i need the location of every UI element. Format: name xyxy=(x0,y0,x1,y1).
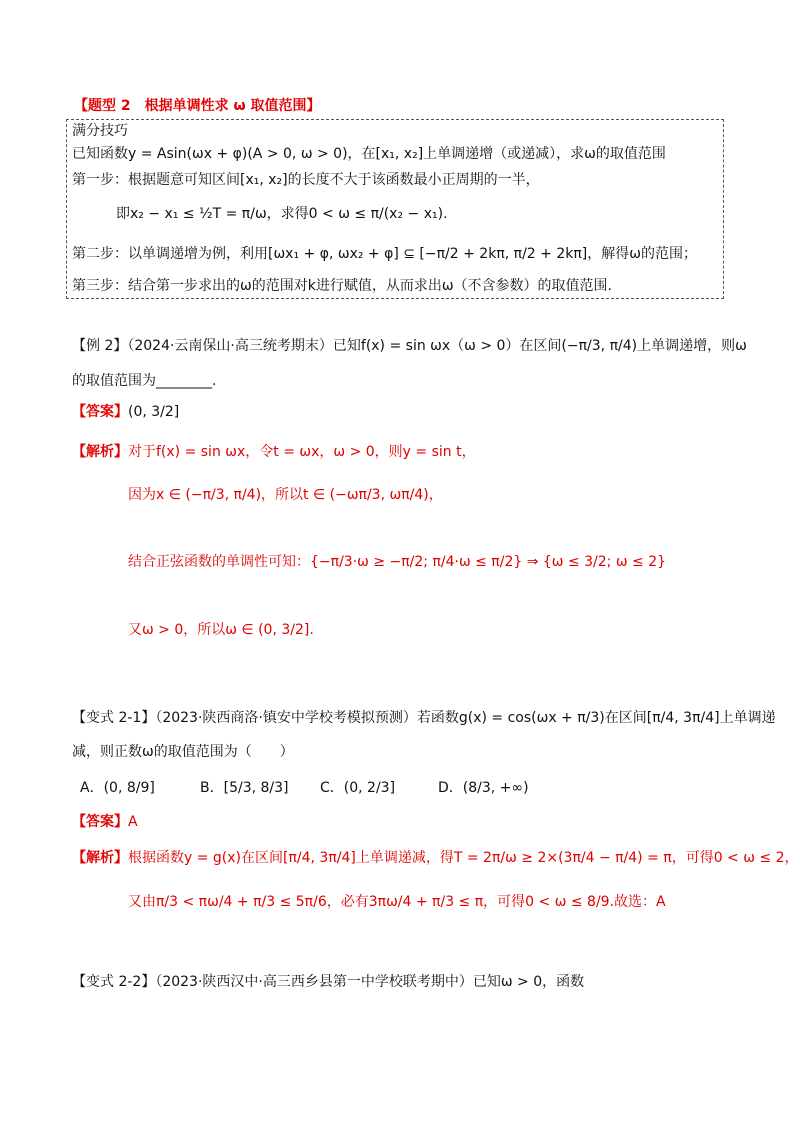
example-2-question-line-2: 的取值范围为________. xyxy=(72,373,217,389)
variant-2-1-solution-line-2: 又由π/3 < πω/4 + π/3 ≤ 5π/6，必有3πω/4 + π/3 ≤ π，可得0 < ω ≤ 8/9.故选：A xyxy=(128,894,666,910)
option-a: A．(0, 8/9] xyxy=(80,780,155,796)
variant-2-1-answer-label: 【答案】 xyxy=(72,814,128,830)
example-2-solution-label: 【解析】 xyxy=(72,444,128,460)
variant-2-1-question: 【变式 2-1】（2023·陕西商洛·镇安中学校考模拟预测）若函数g(x) = cos(ωx + π/3)在区间[π/4, 3π/4]上单调递 xyxy=(72,710,776,726)
example-2-solution-line-4: 又ω > 0，所以ω ∈ (0, 3/2]. xyxy=(128,622,314,638)
option-d: D．(8/3, +∞) xyxy=(438,780,529,796)
variant-2-1-solution-line-1: 根据函数y = g(x)在区间[π/4, 3π/4]上单调递减，得T = 2π/ω ≥ 2×(3π/4 − π/4) = π，可得0 < ω ≤ 2， xyxy=(128,850,799,866)
tips-step-2: 第二步：以单调递增为例，利用[ωx₁ + φ, ωx₂ + φ] ⊆ [−π/2 + 2kπ, π/2 + 2kπ]，解得ω的范围； xyxy=(72,246,697,262)
variant-2-2-question: 【变式 2-2】（2023·陕西汉中·高三西乡县第一中学校联考期中）已知ω > 0，函数 xyxy=(72,974,585,990)
section-title: 【题型 2 根据单调性求 ω 取值范围】 xyxy=(74,98,321,114)
variant-2-1-answer: A xyxy=(128,814,138,830)
example-2-solution-line-3: 结合正弦函数的单调性可知：{−π/3·ω ≥ −π/2; π/4·ω ≤ π/2} ⇒ {ω ≤ 3/2; ω ≤ 2} xyxy=(128,554,667,570)
option-b: B．[5/3, 8/3] xyxy=(200,780,289,796)
tips-heading: 满分技巧 xyxy=(72,123,128,139)
example-2-answer: (0, 3/2] xyxy=(128,404,180,420)
example-2-solution-line-2: 因为x ∈ (−π/3, π/4)，所以t ∈ (−ωπ/3, ωπ/4)， xyxy=(128,487,443,503)
variant-2-1-solution-label: 【解析】 xyxy=(72,850,128,866)
option-c: C．(0, 2/3] xyxy=(320,780,396,796)
example-2-answer-label: 【答案】 xyxy=(72,404,128,420)
example-2-question: 【例 2】（2024·云南保山·高三统考期末）已知f(x) = sin ωx（ω > 0）在区间(−π/3, π/4)上单调递增，则ω xyxy=(72,338,747,354)
example-2-solution-line-1: 对于f(x) = sin ωx，令t = ωx，ω > 0，则y = sin t， xyxy=(128,444,476,460)
tips-step-1: 第一步：根据题意可知区间[x₁, x₂]的长度不大于该函数最小正周期的一半， xyxy=(72,172,540,188)
variant-2-1-question-line-2: 减，则正数ω的取值范围为（ ） xyxy=(72,744,294,760)
tips-line-1: 已知函数y = Asin(ωx + φ)(A > 0, ω > 0)，在[x₁, x₂]上单调递增（或递减），求ω的取值范围 xyxy=(72,146,666,162)
tips-step-1b: 即x₂ − x₁ ≤ ½T = π/ω，求得0 < ω ≤ π/(x₂ − x₁). xyxy=(116,206,448,222)
tips-step-3: 第三步：结合第一步求出的ω的范围对k进行赋值，从而求出ω（不含参数）的取值范围. xyxy=(72,278,613,294)
